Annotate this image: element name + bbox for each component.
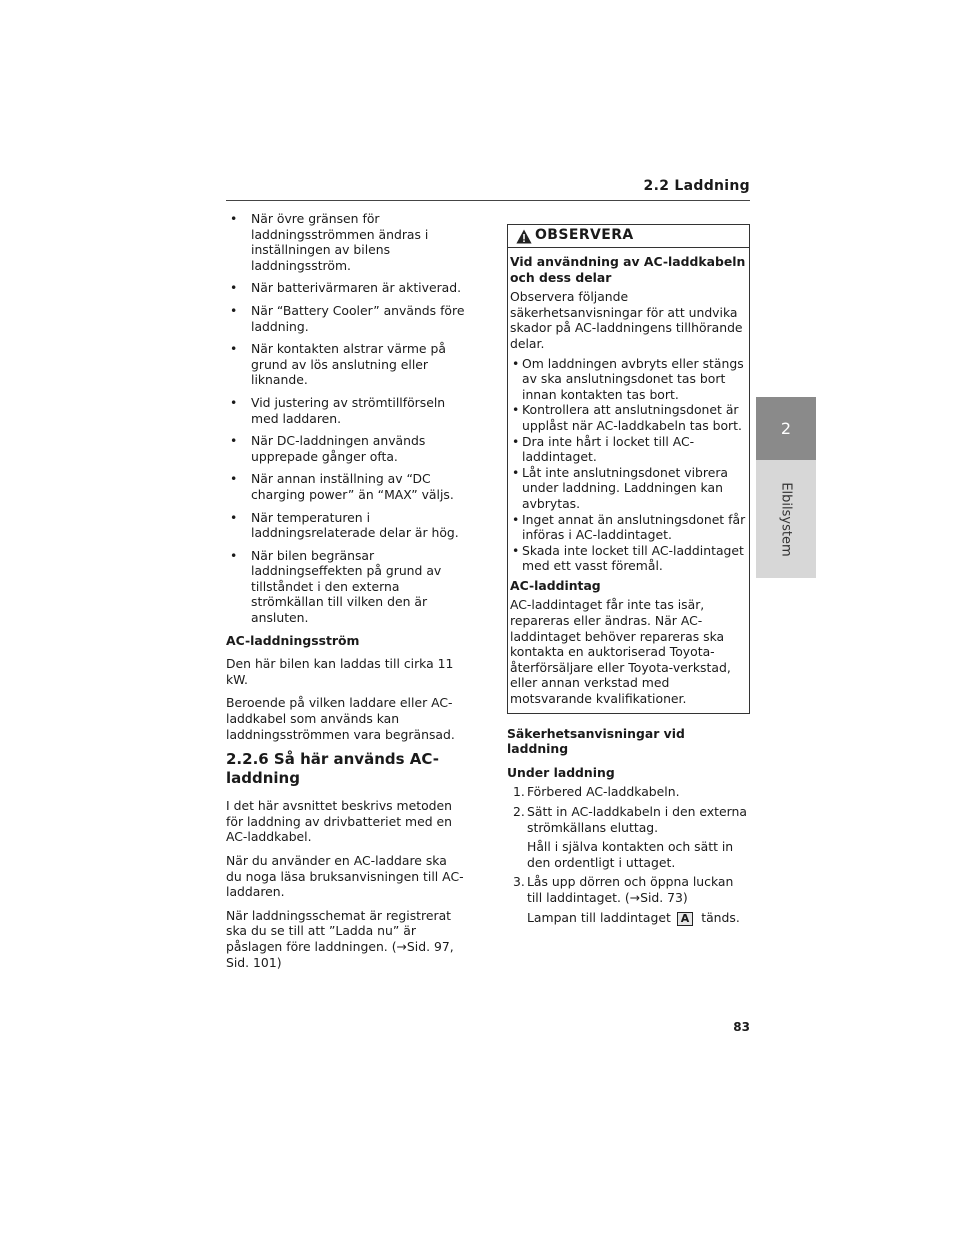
ac-current-text: Beroende på vilken laddare eller AC-laddkabel som används kan laddningsströmmen vara begränsad. xyxy=(226,695,455,742)
caution-heading: Vid användning av AC-laddkabeln och dess delar xyxy=(510,254,746,285)
step-note-text: tänds. xyxy=(701,909,740,925)
caution-title-bar xyxy=(508,225,749,248)
intro-paragraph: När laddningsschemat är registrerat ska du se till att ”Ladda nu” är påslagen före laddningen. (→Sid. 97, Sid. 101) xyxy=(226,907,454,970)
intro-paragraph: I det här avsnittet beskrivs metoden för laddning av drivbatteriet med en AC-laddkabel. xyxy=(226,798,453,845)
list-item: • När batterivärmaren är aktiverad. xyxy=(226,280,466,296)
right-column xyxy=(507,224,750,930)
list-item: • När kontakten alstrar värme på grund av lös anslutning eller liknande. xyxy=(226,341,466,388)
caution-list-item: • Skada inte locket till AC-laddintaget med ett vasst föremål. xyxy=(510,543,747,574)
section-header-title: 2.2 Laddning xyxy=(643,178,750,194)
ac-current-heading: AC-laddningsström xyxy=(226,632,360,648)
page-number: 83 xyxy=(733,1020,750,1034)
step-item xyxy=(507,804,750,835)
step-item xyxy=(507,874,750,905)
intro-paragraph: När du använder en AC-laddare ska du noga läsa bruksanvisningen till AC-laddaren. xyxy=(226,853,464,900)
list-item: • När “Battery Cooler” används före laddning. xyxy=(226,303,466,334)
step-item xyxy=(507,784,750,800)
safety-heading: Säkerhetsanvisningar vid laddning xyxy=(507,725,685,757)
step-number: 3. xyxy=(513,874,525,890)
header-rule xyxy=(226,200,750,201)
section-heading: 2.2.6 Så här används AC-laddning xyxy=(226,750,439,788)
step-note: Håll i själva kontakten och sätt in den ordentligt i uttaget. xyxy=(527,839,734,870)
step-number: 2. xyxy=(513,804,525,819)
during-charging-heading: Under laddning xyxy=(507,764,615,780)
step-number: 1. xyxy=(513,784,525,800)
caution-list-item: • Om laddningen avbryts eller stängs av ska anslutningsdonet tas bort innan kontakten tas bort. xyxy=(510,356,747,403)
caution-body xyxy=(508,248,749,713)
step-note-text: Lampan till laddintaget xyxy=(527,909,671,925)
left-column xyxy=(226,211,466,978)
step-note xyxy=(507,910,750,926)
caution-text: Observera följande säkerhetsanvisningar för att undvika skador på AC-laddningens tillhörande delar. xyxy=(510,289,743,351)
caution-text: AC-laddintaget får inte tas isär, repareras eller ändras. När AC-laddintaget behöver repareras ska kontakta en auktoriserad Toyota-återförsäljare eller Toyota-verkstad, eller annan verkstad med motsvarande kvalifikationer. xyxy=(510,597,731,707)
chapter-tab-number: 2 xyxy=(756,397,816,460)
list-item: • När bilen begränsar laddningseffekten på grund av tillståndet i den externa strömkällan till vilken den är ansluten. xyxy=(226,548,466,626)
list-item: • När DC-laddningen används upprepade gånger ofta. xyxy=(226,433,466,464)
warning-icon xyxy=(516,229,532,244)
caution-list-item: • Låt inte anslutningsdonet vibrera under laddning. Laddningen kan avbrytas. xyxy=(510,465,747,512)
caution-heading: AC-laddintag xyxy=(510,577,601,593)
list-item: • När övre gränsen för laddningsströmmen ändras i inställningen av bilens laddningsström. xyxy=(226,211,466,273)
caution-box xyxy=(507,224,750,714)
chapter-side-label: Elbilsystem xyxy=(778,481,794,557)
caution-list-item: • Inget annat än anslutningsdonet får införas i AC-laddintaget. xyxy=(510,512,747,543)
caution-list-item: • Dra inte hårt i locket till AC-laddintaget. xyxy=(510,434,747,465)
callout-badge: A xyxy=(677,912,694,926)
chapter-side-bar xyxy=(756,460,816,578)
list-item: • När annan inställning av “DC charging power” än “MAX” väljs. xyxy=(226,471,466,502)
step-text: Lås upp dörren och öppna luckan till laddintaget. (→Sid. 73) xyxy=(527,874,734,905)
ac-current-text: Den här bilen kan laddas till cirka 11 kW. xyxy=(226,656,454,687)
caution-list-item: • Kontrollera att anslutningsdonet är upplåst när AC-laddkabeln tas bort. xyxy=(510,402,747,433)
list-item: • När temperaturen i laddningsrelaterade delar är hög. xyxy=(226,510,466,541)
step-text: Förbered AC-laddkabeln. xyxy=(527,784,680,800)
step-text: Sätt in AC-laddkabeln i den externa strömkällans eluttag. xyxy=(527,804,747,835)
list-item: • Vid justering av strömtillförseln med laddaren. xyxy=(226,395,466,426)
caution-title: OBSERVERA xyxy=(535,227,634,244)
